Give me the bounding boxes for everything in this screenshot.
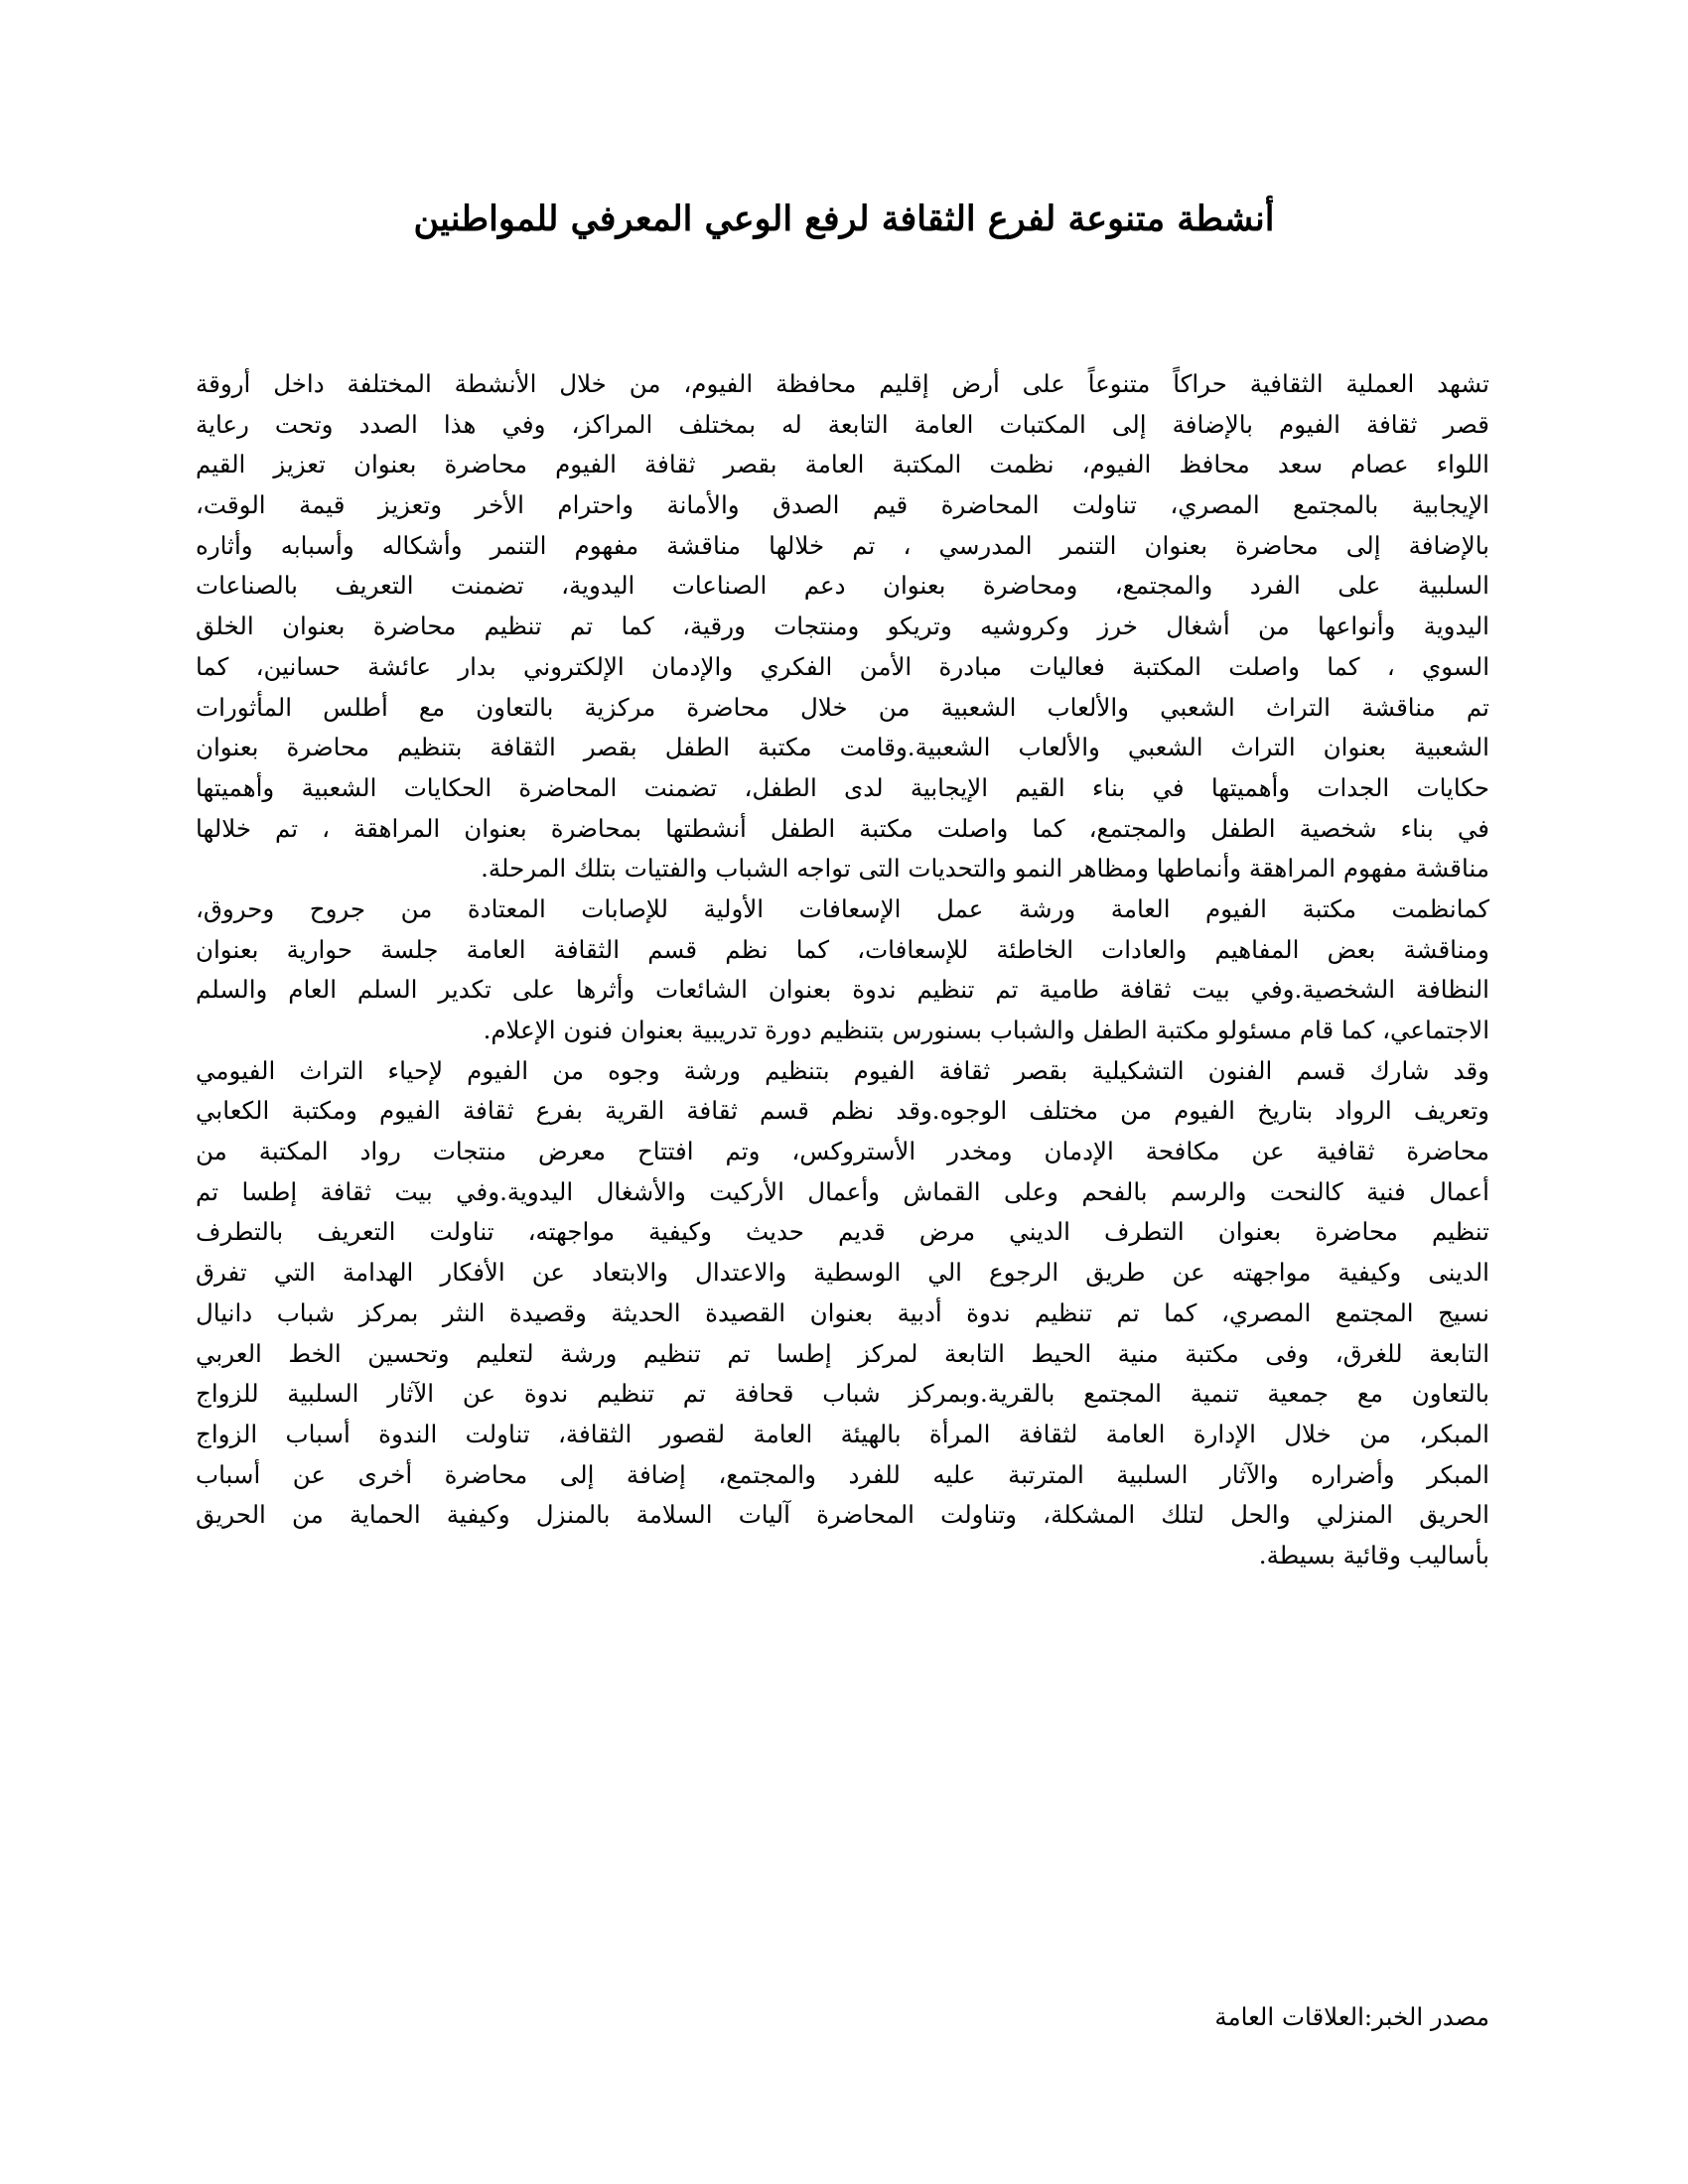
body-line: المبكر، من خلال الإدارة العامة لثقافة المرأة بالهيئة العامة لقصور الثقافة، تناولت الندوة أسباب الزواج [196, 1419, 1489, 1448]
body-line: الاجتماعي، كما قام مسئولو مكتبة الطفل والشباب بسنورس بتنظيم دورة تدريبية بعنوان فنون الإعلام. [483, 1016, 1489, 1044]
body-line: في بناء شخصية الطفل والمجتمع، كما واصلت مكتبة الطفل أنشطتها بمحاضرة بعنوان المراهقة ، تم خلالها [196, 813, 1489, 843]
body-line: تم مناقشة التراث الشعبي والألعاب الشعبية من خلال محاضرة مركزية بالتعاون مع أطلس المأثورات [196, 692, 1489, 722]
body-line: الشعبية بعنوان التراث الشعبي والألعاب الشعبية.وقامت مكتبة الطفل بقصر الثقافة بتنظيم محاضرة بعنوان [196, 733, 1489, 762]
body-line: المبكر وأضراره والآثار السلبية المترتبة عليه للفرد والمجتمع، إضافة إلى محاضرة أخرى عن أسباب [196, 1459, 1489, 1489]
body-line: الدينى وكيفية مواجهته عن طريق الرجوع الي الوسطية والاعتدال والابتعاد عن الأفكار الهدامة التي تفرق [196, 1258, 1489, 1288]
body-line: تشهد العملية الثقافية حراكاً متنوعاً على أرض إقليم محافظة الفيوم، من خلال الأنشطة المختلفة داخل أروقة [196, 369, 1489, 398]
body-line: السلبية على الفرد والمجتمع، ومحاضرة بعنوان دعم الصناعات اليدوية، تضمنت التعريف بالصناعات [196, 571, 1489, 601]
body-line: كمانظمت مكتبة الفيوم العامة ورشة عمل الإسعافات الأولية للإصابات المعتادة من جروح وحروق، [196, 893, 1489, 923]
article-body [196, 364, 1489, 1973]
news-source: مصدر الخبر:العلاقات العامة [1214, 2002, 1489, 2031]
body-line: تنظيم محاضرة بعنوان التطرف الديني مرض قديم حديث وكيفية مواجهته، تناولت التعريف بالتطرف [196, 1217, 1489, 1247]
body-line: النظافة الشخصية.وفي بيت ثقافة طامية تم تنظيم ندوة بعنوان الشائعات وأثرها على تكدير السلم العام والسلم [196, 975, 1489, 1005]
body-line: محاضرة ثقافية عن مكافحة الإدمان ومخدر الأستروكس، وتم افتتاح معرض منتجات رواد المكتبة من [196, 1137, 1489, 1166]
body-line: السوي ، كما واصلت المكتبة فعاليات مبادرة الأمن الفكري والإدمان الإلكتروني بدار عائشة حسانين، كما [196, 651, 1489, 681]
body-line: مناقشة مفهوم المراهقة وأنماطها ومظاهر النمو والتحديات التى تواجه الشباب والفتيات بتلك المرحلة. [481, 854, 1489, 884]
body-line: بالإضافة إلى محاضرة بعنوان التنمر المدرسي ، تم خلالها مناقشة مفهوم التنمر وأشكاله وأسبابه وأثاره [196, 530, 1489, 560]
body-line: الحريق المنزلي والحل لتلك المشكلة، وتناولت المحاضرة آليات السلامة بالمنزل وكيفية الحماية من الحريق [196, 1500, 1489, 1530]
body-line: بالتعاون مع جمعية تنمية المجتمع بالقرية.وبمركز شباب قحافة تم تنظيم ندوة عن الآثار السلبية للزواج [196, 1379, 1489, 1409]
article-title: أنشطة متنوعة لفرع الثقافة لرفع الوعي المعرفي للمواطنين [413, 199, 1275, 239]
body-line: اللواء عصام سعد محافظ الفيوم، نظمت المكتبة العامة بقصر ثقافة الفيوم محاضرة بعنوان تعزيز القيم [196, 450, 1489, 479]
body-line: وقد شارك قسم الفنون التشكيلية بقصر ثقافة الفيوم بتنظيم ورشة وجوه من الفيوم لإحياء التراث الفيومي [196, 1055, 1489, 1085]
body-line: نسيج المجتمع المصري، كما تم تنظيم ندوة أدبية بعنوان القصيدة الحديثة وقصيدة النثر بمركز شباب دانيال [196, 1297, 1489, 1327]
body-line: حكايات الجدات وأهميتها في بناء القيم الإيجابية لدى الطفل، تضمنت المحاضرة الحكايات الشعبية وأهميتها [196, 772, 1489, 802]
body-line: اليدوية وأنواعها من أشغال خرز وكروشيه وتريكو ومنتجات ورقية، كما تم تنظيم محاضرة بعنوان الخلق [196, 612, 1489, 641]
body-line: وتعريف الرواد بتاريخ الفيوم من مختلف الوجوه.وقد نظم قسم ثقافة القرية بفرع ثقافة الفيوم ومكتبة الكعابي [196, 1096, 1489, 1126]
body-line: ومناقشة بعض المفاهيم والعادات الخاطئة للإسعافات، كما نظم قسم الثقافة العامة جلسة حوارية بعنوان [196, 934, 1489, 964]
body-line: بأساليب وقائية بسيطة. [1258, 1540, 1489, 1570]
body-line: أعمال فنية كالنحت والرسم بالفحم وعلى القماش وأعمال الأركيت والأشغال اليدوية.وفي بيت ثقافة إطسا تم [196, 1176, 1489, 1206]
body-line: الإيجابية بالمجتمع المصري، تناولت المحاضرة قيم الصدق والأمانة واحترام الأخر وتعزيز قيمة الوقت، [196, 490, 1489, 520]
body-line: التابعة للغرق، وفى مكتبة منية الحيط التابعة لمركز إطسا تم تنظيم ورشة لتعليم وتحسين الخط العربي [196, 1338, 1489, 1368]
body-line: قصر ثقافة الفيوم بالإضافة إلى المكتبات العامة التابعة له بمختلف المراكز، وفي هذا الصدد وتحت رعاية [196, 409, 1489, 439]
